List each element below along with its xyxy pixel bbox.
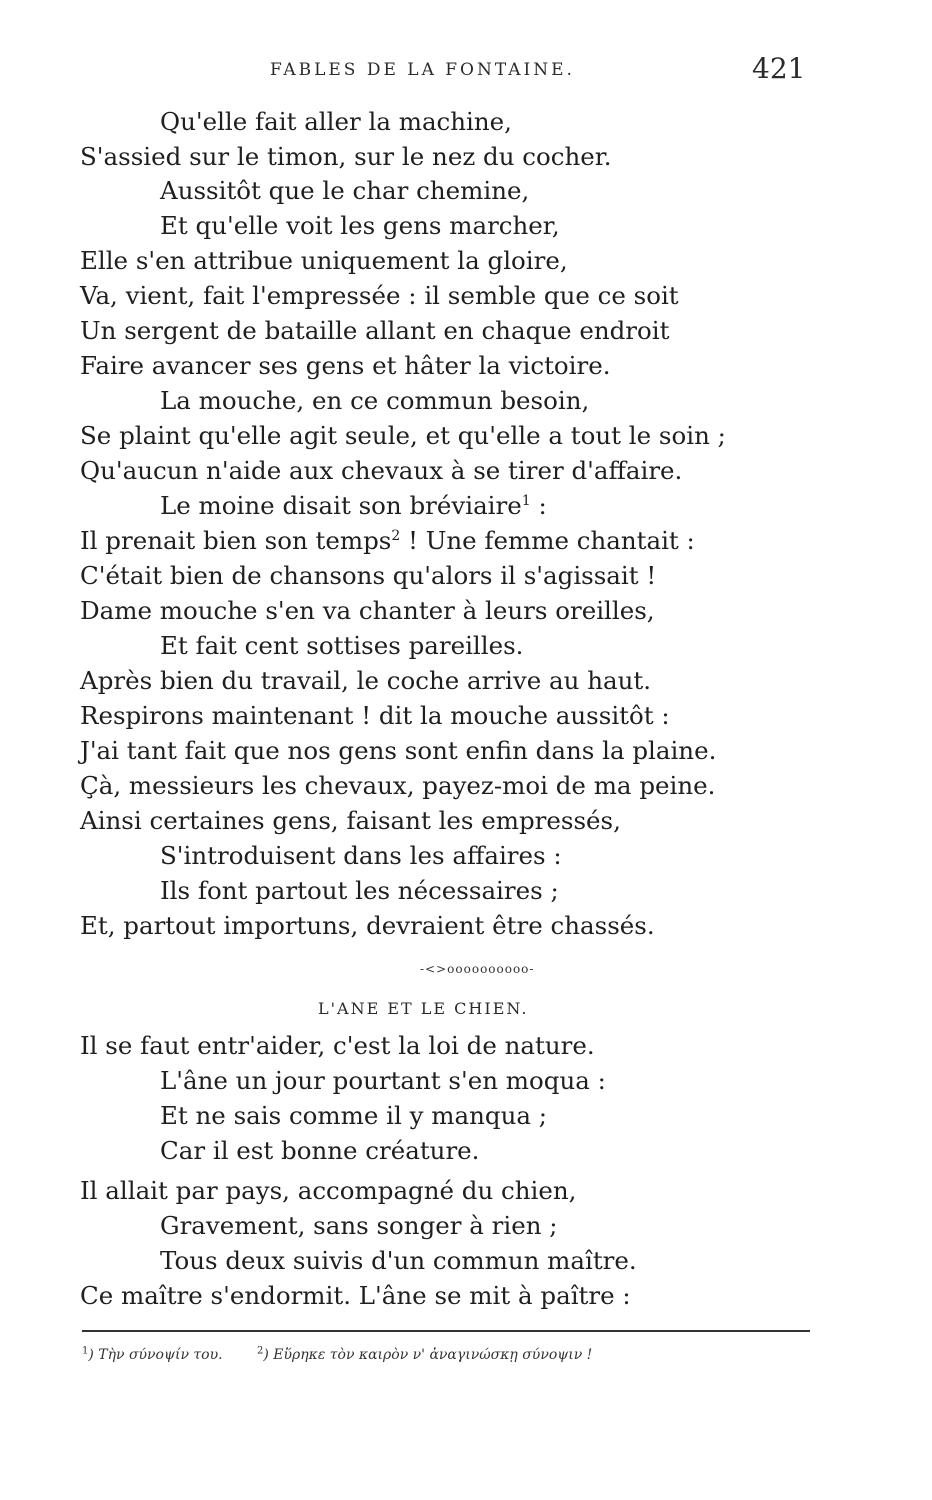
verse-text: : <box>530 491 547 520</box>
footnote-1 <box>82 1347 223 1363</box>
verse-text: ! Une femme chantait : <box>400 526 695 555</box>
verse-line <box>0 492 932 520</box>
running-head: FABLES DE LA FONTAINE. <box>270 60 575 80</box>
verse-line: Se plaint qu'elle agit seule, et qu'elle a tout le soin ; <box>80 421 726 450</box>
footnote-mark: 2 <box>257 1345 264 1356</box>
verse-line: Ce maître s'endormit. L'âne se mit à paître : <box>80 1281 631 1310</box>
verse-line: Il allait par pays, accompagné du chien, <box>80 1176 577 1205</box>
verse-line: Respirons maintenant ! dit la mouche aussitôt : <box>80 701 670 730</box>
footnote-text: ) Εὕρηκε τὸν καιρὸν ν' ἀναγινώσκῃ σύνοψιν ! <box>263 1346 593 1363</box>
verse-text: Il prenait bien son temps <box>80 526 392 555</box>
verse-line: S'assied sur le timon, sur le nez du cocher. <box>80 142 612 171</box>
verse-line: Qu'elle fait aller la machine, <box>160 107 512 136</box>
footnote-ref: 1 <box>521 492 531 509</box>
footnote-rule <box>82 1330 810 1332</box>
verse-line: Va, vient, fait l'empressée : il semble que ce soit <box>80 281 679 310</box>
verse-line: Car il est bonne créature. <box>160 1136 480 1165</box>
verse-line: S'introduisent dans les affaires : <box>160 841 562 870</box>
verse-line: Et ne sais comme il y manqua ; <box>160 1101 547 1130</box>
verse-line: La mouche, en ce commun besoin, <box>160 386 590 415</box>
verse-line: Après bien du travail, le coche arrive au haut. <box>80 666 651 695</box>
verse-line: Et, partout importuns, devraient être chassés. <box>80 911 655 940</box>
footnote-mark: 1 <box>82 1345 89 1356</box>
verse-line: L'âne un jour pourtant s'en moqua : <box>160 1066 606 1095</box>
verse-line: Ils font partout les nécessaires ; <box>160 876 559 905</box>
verse-line: Il se faut entr'aider, c'est la loi de nature. <box>80 1031 595 1060</box>
verse-line: Çà, messieurs les chevaux, payez-moi de ma peine. <box>80 771 716 800</box>
verse-line: Un sergent de bataille allant en chaque endroit <box>80 316 670 345</box>
page-number: 421 <box>752 52 806 85</box>
fable-title: L'ANE ET LE CHIEN. <box>318 999 529 1018</box>
verse-line: Qu'aucun n'aide aux chevaux à se tirer d'affaire. <box>80 456 683 485</box>
footnote-2 <box>257 1347 592 1363</box>
footnote-ref: 2 <box>391 527 401 544</box>
verse-line: Ainsi certaines gens, faisant les empressés, <box>80 806 621 835</box>
verse-line: Dame mouche s'en va chanter à leurs oreilles, <box>80 596 655 625</box>
verse-line: Elle s'en attribue uniquement la gloire, <box>80 246 568 275</box>
verse-line: Gravement, sans songer à rien ; <box>160 1211 558 1240</box>
verse-line: Et qu'elle voit les gens marcher, <box>160 211 560 240</box>
verse-line: C'était bien de chansons qu'alors il s'agissait ! <box>80 561 657 590</box>
verse-line: Et fait cent sottises pareilles. <box>160 631 524 660</box>
verse-line: Tous deux suivis d'un commun maître. <box>160 1246 637 1275</box>
verse-line: Aussitôt que le char chemine, <box>160 176 530 205</box>
verse-text: Le moine disait son bréviaire <box>160 491 522 520</box>
verse-line <box>0 527 932 555</box>
footnotes <box>82 1345 822 1363</box>
verse-line: J'ai tant fait que nos gens sont enfin dans la plaine. <box>80 736 717 765</box>
footnote-text: ) Τὴν σύνοψίν του. <box>88 1346 223 1363</box>
ornament-divider: -<>oooooooooo- <box>420 962 535 976</box>
verse-line: Faire avancer ses gens et hâter la victoire. <box>80 351 611 380</box>
